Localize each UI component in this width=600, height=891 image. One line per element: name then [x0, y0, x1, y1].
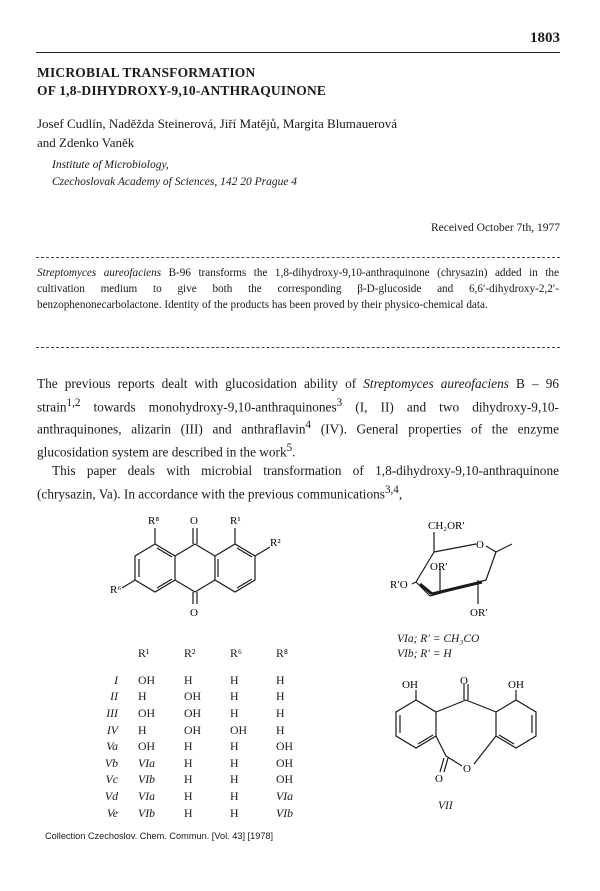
table-header: R⁸ [276, 646, 288, 660]
page-number: 1803 [530, 30, 560, 46]
received-date: Received October 7th, 1977 [430, 222, 560, 234]
or-mid-label: OR′ [430, 561, 448, 573]
table-cell: VIa [276, 788, 294, 803]
table-cell: VIb [138, 772, 156, 787]
table-row [80, 772, 322, 789]
abstract-text: B-96 transforms the 1,8-dihydroxy-9,10-anthraquinone (chrysazin) added in the cultivation medium to give both the corresponding β-D-glucoside and 6,6′-dihydroxy-2,2′-benzophenonecarbolactone. Identity of the products has been proved by their physico-chemical data. [37, 267, 559, 311]
p2-text-a: This paper deals with microbial transformation of 1,8-dihydroxy-9,10-anthraquinone (chrysazin, Va). In accordance with the previous communications [37, 463, 559, 502]
table-header-row [80, 646, 322, 672]
table-row [80, 805, 322, 822]
p1-text-e: (IV). General properties of the enzyme glucosidation system are described in the work [37, 421, 559, 460]
anthraquinone-bonds [122, 528, 270, 604]
compound-label: I [114, 672, 118, 687]
table-cell: OH [184, 689, 202, 704]
table-cell: H [184, 672, 193, 687]
table-cell: VIa [138, 755, 156, 770]
oh-right-label: OH [508, 679, 524, 691]
p1-text-f: . [292, 444, 296, 460]
table-cell: H [138, 689, 147, 704]
ring-oxygen-label: O [476, 539, 484, 551]
compound-label: Vd [104, 788, 118, 803]
r6-label: R⁶ [110, 584, 122, 596]
table-row [80, 705, 322, 722]
title-line-2: OF 1,8-DIHYDROXY-9,10-ANTHRAQUINONE [37, 83, 327, 98]
abstract-bottom-divider [36, 347, 560, 348]
anthraquinone-structure [110, 508, 310, 623]
p1-text-c: towards monohydroxy-9,10-anthraquinones [80, 398, 337, 414]
compound-label: Vb [104, 755, 118, 770]
table-cell: VIb [276, 805, 294, 820]
caption-vla: VIa; R′ = CH₃CO [397, 633, 480, 645]
table-header: R⁶ [230, 646, 242, 660]
table-cell: H [276, 672, 285, 687]
affiliation-line-1: Institute of Microbiology, [52, 159, 169, 171]
lactone-caption: VII [438, 800, 453, 812]
citation-4: 4 [305, 419, 312, 432]
citation-1-2: 1,2 [66, 396, 81, 409]
table-cell: H [230, 739, 239, 754]
table-row [80, 755, 322, 772]
abstract-top-divider [36, 257, 560, 258]
table-cell: OH [276, 739, 294, 754]
table-cell: H [276, 689, 285, 704]
caption-vlb: VIb; R′ = H [397, 648, 452, 660]
table-row [80, 738, 322, 755]
glucoside-bonds [412, 532, 512, 604]
abstract [37, 265, 559, 313]
table-cell: OH [276, 755, 294, 770]
p1-text-a: The previous reports dealt with glucosidation ability of [37, 376, 364, 391]
paragraph-1 [37, 375, 559, 462]
table-cell: OH [276, 772, 294, 787]
lactone-carbonyl-o-label: O [435, 773, 443, 785]
carbonyl-o-bottom: O [190, 607, 198, 619]
table-cell: H [184, 805, 193, 820]
table-row [80, 672, 322, 689]
table-cell: VIb [138, 805, 156, 820]
citation-3-4: 3,4 [384, 483, 399, 496]
table-cell: OH [138, 672, 156, 687]
table-cell: H [230, 772, 239, 787]
table-cell: H [138, 722, 147, 737]
paragraph-2 [37, 462, 559, 503]
p2-text-b: , [398, 486, 403, 502]
table-cell: OH [138, 705, 156, 720]
lactone-bonds [396, 684, 536, 772]
author-list [37, 114, 557, 152]
authors-line-1: Josef Cudlín, Naděžda Steinerová, Jiří Matějů, Margita Blumauerová [37, 116, 398, 131]
authors-line-2: and Zdenko Vaněk [37, 135, 135, 150]
table-cell: H [184, 739, 193, 754]
journal-footer: Collection Czechoslov. Chem. Commun. [Vol. 43] [1978] [45, 831, 274, 841]
table-cell: H [230, 788, 239, 803]
table-cell: OH [230, 722, 248, 737]
ketone-o-label: O [460, 676, 468, 687]
table-cell: H [230, 689, 239, 704]
r1-label: R¹ [230, 515, 241, 527]
ro-left-label: R′O [390, 579, 408, 591]
glucoside-caption [397, 632, 479, 662]
table-cell: H [276, 705, 285, 720]
compound-label: II [110, 689, 118, 704]
p1-text-b: B – 96 strain [37, 376, 559, 414]
p1-text-d: (I, II) and two dihydroxy-9,10-anthraquinones, alizarin (III) and anthraflavin [37, 398, 559, 437]
table-cell: H [184, 755, 193, 770]
table-row [80, 788, 322, 805]
compound-label: Va [106, 739, 118, 754]
substituent-table [80, 646, 322, 821]
citation-5: 5 [286, 442, 293, 455]
table-header: R² [184, 646, 196, 660]
table-cell: OH [184, 705, 202, 720]
table-cell: OH [184, 722, 202, 737]
table-cell: OH [138, 739, 156, 754]
compound-label: Ve [106, 805, 118, 820]
lactone-ring-o-label: O [463, 763, 471, 775]
abstract-organism: Streptomyces aureofaciens [37, 267, 162, 279]
glucoside-structure [390, 516, 530, 626]
header-rule [36, 52, 560, 53]
affiliation [52, 157, 297, 191]
or-bottom-label: OR′ [470, 607, 488, 619]
carbonyl-o-top: O [190, 515, 198, 527]
r2-label: R² [270, 537, 281, 549]
ch2or-label: CH₂OR′ [428, 520, 465, 532]
body-text [37, 375, 559, 504]
lactone-structure [380, 676, 550, 796]
affiliation-line-2: Czechoslovak Academy of Sciences, 142 20 Prague 4 [52, 176, 298, 188]
table-cell: H [184, 772, 193, 787]
table-cell: H [184, 788, 193, 803]
table-cell: H [230, 705, 239, 720]
citation-3: 3 [336, 396, 343, 409]
table-cell: H [230, 805, 239, 820]
table-row [80, 722, 322, 739]
compound-label: Vc [105, 772, 118, 787]
table-cell: H [230, 755, 239, 770]
article-title [37, 64, 326, 100]
title-line-1: MICROBIAL TRANSFORMATION [37, 65, 256, 80]
table-header: R¹ [138, 646, 150, 660]
p1-organism: Streptomyces aureofaciens [363, 376, 509, 391]
table-row [80, 689, 322, 706]
r8-label: R⁸ [148, 515, 160, 527]
compound-label: IV [106, 722, 118, 737]
oh-left-label: OH [402, 679, 418, 691]
table-cell: H [276, 722, 285, 737]
table-cell: H [230, 672, 239, 687]
table-cell: VIa [138, 788, 156, 803]
compound-label: III [106, 705, 118, 720]
